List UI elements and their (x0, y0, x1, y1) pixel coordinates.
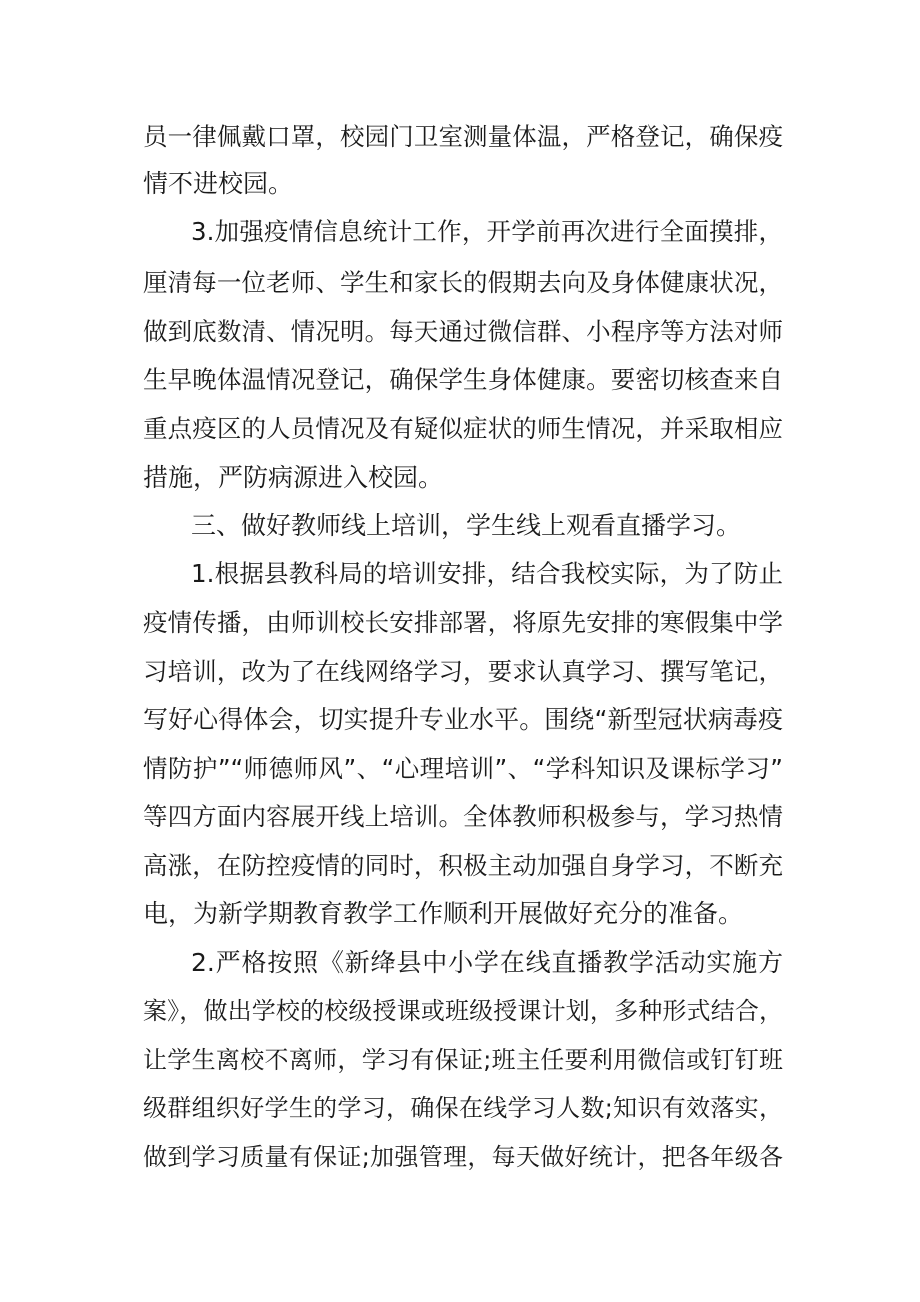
text-line: 厘清每一位老师、学生和家长的假期去向及身体健康状况， (143, 268, 783, 297)
paragraph-first-line: 1.根据县教科局的培训安排，结合我校实际，为了防止 (191, 559, 783, 588)
text-line: 习培训，改为了在线网络学习，要求认真学习、撰写笔记， (143, 657, 783, 686)
text-line: 生早晚体温情况登记，确保学生身体健康。要密切核查来自 (143, 365, 783, 394)
text-line: 措施，严防病源进入校园。 (143, 463, 444, 492)
text-line: 案》，做出学校的校级授课或班级授课计划，多种形式结合， (143, 997, 783, 1025)
text-line: 重点疫区的人员情况及有疑似症状的师生情况，并采取相应 (143, 414, 783, 443)
text-line: 等四方面内容展开线上培训。全体教师积极参与，学习热情 (143, 802, 783, 831)
text-line: 级群组织好学生的学习，确保在线学习人数;知识有效落实， (143, 1094, 783, 1122)
text-line: 做到底数清、情况明。每天通过微信群、小程序等方法对师 (143, 317, 783, 346)
text-line: 情不进校园。 (143, 169, 294, 198)
paragraph-first-line: 3.加强疫情信息统计工作，开学前再次进行全面摸排， (191, 217, 783, 246)
text-line: 疫情传播，由师训校长安排部署，将原先安排的寒假集中学 (143, 608, 783, 637)
text-line: 高涨，在防控疫情的同时，积极主动加强自身学习，不断充 (143, 851, 783, 880)
section-heading: 三、做好教师线上培训，学生线上观看直播学习。 (191, 511, 742, 540)
text-line: 让学生离校不离师，学习有保证;班主任要利用微信或钉钉班 (143, 1046, 783, 1074)
text-line: 员一律佩戴口罩，校园门卫室测量体温，严格登记，确保疫 (143, 122, 783, 151)
text-line: 电，为新学期教育教学工作顺利开展做好充分的准备。 (143, 899, 744, 928)
text-line: 做到学习质量有保证;加强管理，每天做好统计，把各年级各 (143, 1143, 783, 1171)
text-line: 写好心得体会，切实提升专业水平。围绕“新型冠状病毒疫 (143, 705, 783, 734)
paragraph-first-line: 2.严格按照《新绛县中小学在线直播教学活动实施方 (191, 948, 783, 977)
text-line: 情防护”“师德师风”、“心理培训”、“学科知识及课标学习” (143, 754, 783, 783)
